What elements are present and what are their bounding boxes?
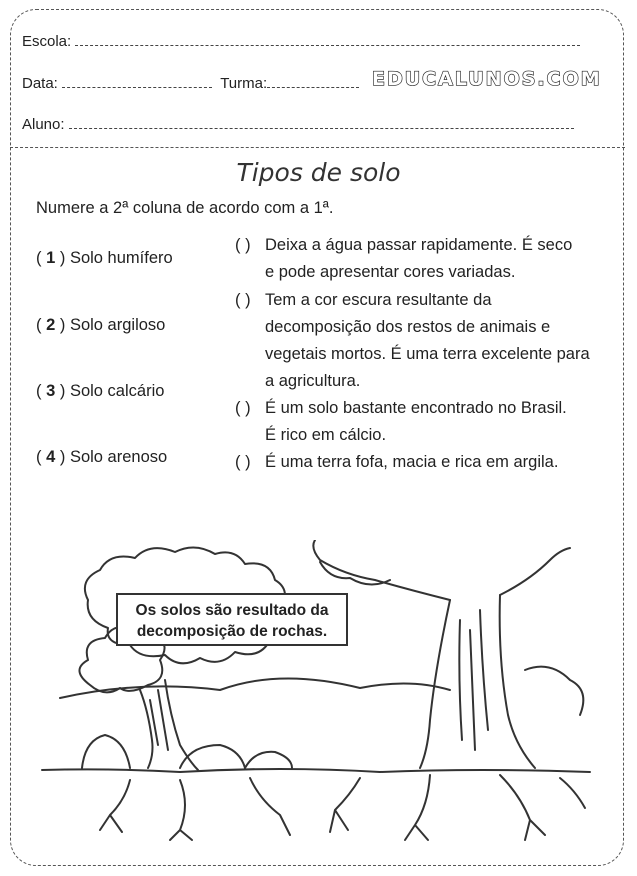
root xyxy=(560,778,585,808)
right-item-text-cont: e pode apresentar cores variadas. xyxy=(265,263,516,281)
date-label: Data: xyxy=(22,75,58,92)
left-trunk-line xyxy=(165,680,198,770)
student-blank[interactable] xyxy=(69,116,574,129)
branch xyxy=(313,540,450,600)
rock xyxy=(245,752,292,768)
student-label: Aluno: xyxy=(22,116,65,133)
date-field xyxy=(22,75,359,92)
answer-blank[interactable]: ( ) xyxy=(235,236,251,254)
left-item-number: 2 xyxy=(46,316,56,334)
right-item-1 xyxy=(235,232,610,286)
root xyxy=(405,775,430,840)
left-item-number: 3 xyxy=(46,382,56,400)
left-item-label: Solo calcário xyxy=(69,382,165,400)
school-label: Escola: xyxy=(22,33,72,50)
root xyxy=(500,775,545,840)
callout-text-line1: Os solos são resultado da xyxy=(135,602,329,619)
root xyxy=(100,780,130,832)
school-field xyxy=(22,33,580,50)
class-blank[interactable] xyxy=(267,75,359,88)
student-field xyxy=(22,116,574,133)
right-item-text: É uma terra fofa, macia e rica em argila. xyxy=(265,453,559,471)
ground-line xyxy=(42,769,590,772)
callout-box xyxy=(116,593,348,646)
header-separator xyxy=(10,147,625,148)
left-item-1: ( 1 ) Solo humífero xyxy=(36,249,173,267)
left-item-number: 1 xyxy=(46,249,56,267)
page-title: Tipos de solo xyxy=(236,158,401,187)
left-item-number: 4 xyxy=(46,448,56,466)
root xyxy=(330,778,360,832)
date-blank[interactable] xyxy=(62,75,212,88)
left-item-3: ( 3 ) Solo calcário xyxy=(36,382,165,400)
answer-blank[interactable]: ( ) xyxy=(235,453,251,471)
callout-text-line2: decomposição de rochas. xyxy=(136,623,328,640)
right-item-text: É um solo bastante encontrado no Brasil. xyxy=(265,399,567,417)
right-item-text: Tem a cor escura resultante da xyxy=(265,291,492,309)
answer-blank[interactable]: ( ) xyxy=(235,399,251,417)
bark-lines xyxy=(459,610,488,750)
left-item-2: ( 2 ) Solo argiloso xyxy=(36,316,166,334)
soil-landscape-illustration xyxy=(30,540,600,850)
class-label: Turma: xyxy=(220,75,268,92)
right-item-text-cont: decomposição dos restos de animais e vegetais mortos. É uma terra excelente para a agricultura. xyxy=(265,318,590,390)
rock xyxy=(180,745,245,768)
rock xyxy=(82,735,130,768)
right-trunk-line xyxy=(500,595,535,768)
right-item-text: Deixa a água passar rapidamente. É seco xyxy=(265,236,573,254)
root xyxy=(250,778,290,835)
answer-blank[interactable]: ( ) xyxy=(235,291,251,309)
right-item-3 xyxy=(235,395,610,449)
root xyxy=(170,780,192,840)
left-item-4: ( 4 ) Solo arenoso xyxy=(36,448,168,466)
left-item-label: Solo arenoso xyxy=(69,448,168,466)
brand-logo: EDUCALUNOS.COM xyxy=(372,68,602,90)
branch xyxy=(500,548,570,595)
right-item-text-cont: É rico em cálcio. xyxy=(265,426,387,444)
right-bush xyxy=(525,667,583,715)
instruction-text: Numere a 2ª coluna de acordo com a 1ª. xyxy=(36,199,334,217)
right-item-4 xyxy=(235,449,610,476)
left-item-label: Solo humífero xyxy=(69,249,173,267)
school-blank[interactable] xyxy=(75,33,580,46)
right-item-2 xyxy=(235,287,600,395)
left-item-label: Solo argiloso xyxy=(69,316,166,334)
